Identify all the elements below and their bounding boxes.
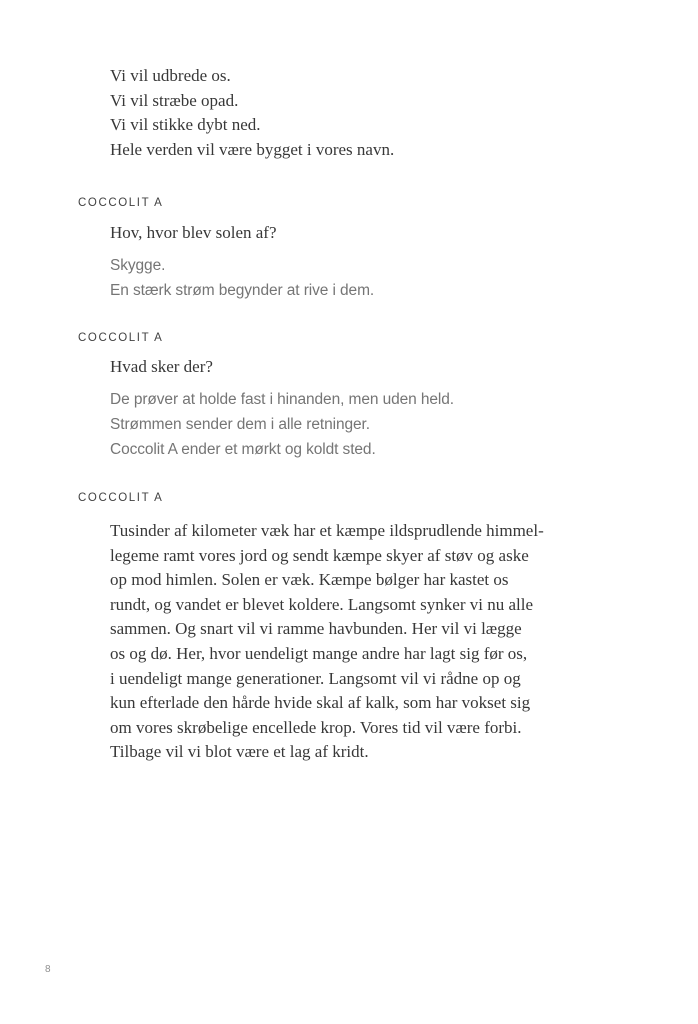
speaker-label: COCCOLIT A	[78, 197, 164, 209]
stage-direction-line: Coccolit A ender et mørkt og koldt sted.	[110, 441, 376, 458]
stage-direction-line: Strømmen sender dem i alle retninger.	[110, 416, 370, 433]
monologue-line: os og dø. Her, hvor uendeligt mange andre har lagt sig før os,	[110, 643, 528, 663]
monologue-line: i uendeligt mange generationer. Langsomt vil vi rådne op og	[110, 668, 521, 688]
monologue-line: rundt, og vandet er blevet koldere. Langsomt synker vi nu alle	[110, 594, 533, 614]
dialogue-line: Hele verden vil være bygget i vores navn.	[110, 139, 395, 159]
monologue-line: om vores skrøbelige encellede krop. Vores tid vil være forbi.	[110, 717, 522, 737]
monologue-line: kun efterlade den hårde hvide skal af kalk, som har vokset sig	[110, 693, 531, 713]
monologue-line: Tilbage vil vi blot være et lag af kridt.	[110, 742, 369, 762]
monologue-line: sammen. Og snart vil vi ramme havbunden. Her vil vi lægge	[110, 619, 522, 639]
dialogue-line: Vi vil udbrede os.	[110, 66, 231, 85]
stage-direction-line: Skygge.	[110, 257, 166, 274]
dialogue-line: Vi vil stræbe opad.	[110, 90, 239, 110]
stage-directions-block	[110, 387, 454, 462]
stage-directions-block	[110, 253, 374, 303]
monologue-block	[110, 519, 544, 765]
opening-dialogue-block	[110, 64, 394, 162]
dialogue-line: Vi vil stikke dybt ned.	[110, 115, 261, 134]
monologue-line: legeme ramt vores jord og sendt kæmpe skyer af støv og aske	[110, 545, 529, 565]
stage-direction-line: En stærk strøm begynder at rive i dem.	[110, 282, 375, 299]
stage-direction-line: De prøver at holde fast i hinanden, men uden held.	[110, 391, 454, 408]
dialogue-line: Hvad sker der?	[110, 357, 213, 376]
speaker-label: COCCOLIT A	[78, 492, 164, 504]
page-number: 8	[45, 964, 51, 975]
monologue-line: Tusinder af kilometer væk har et kæmpe ildsprudlende himmel-	[110, 521, 544, 540]
speaker-label: COCCOLIT A	[78, 332, 164, 344]
monologue-line: op mod himlen. Solen er væk. Kæmpe bølger har kastet os	[110, 570, 509, 590]
dialogue-line: Hov, hvor blev solen af?	[110, 223, 277, 242]
